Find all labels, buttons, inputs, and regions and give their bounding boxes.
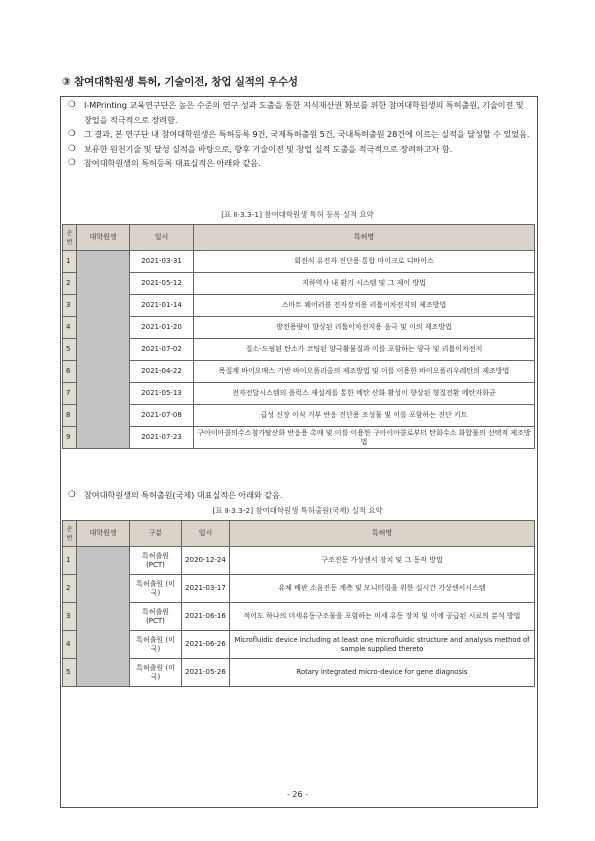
- row-title: 구조진동 가상센서 장치 및 그 동작 방법: [230, 547, 535, 575]
- table-row: [63, 317, 535, 339]
- row-type: 특허출원 (미국): [130, 575, 182, 603]
- page-number: - 26 -: [286, 790, 309, 799]
- bullet-mark-icon: ❍: [68, 100, 76, 110]
- row-no: 8: [63, 405, 77, 427]
- row-date: 2021-03-17: [182, 575, 230, 603]
- row-title: 지하역사 내 환기 시스템 및 그 제어 방법: [194, 273, 535, 295]
- bullet-item: [66, 127, 532, 142]
- bullet-item: [66, 156, 532, 171]
- col-header-student: 대학원생: [77, 225, 130, 251]
- col-header-no: 순번: [63, 225, 77, 251]
- row-no: 1: [63, 547, 77, 575]
- row-no: 3: [63, 295, 77, 317]
- row-title: Rotary integrated micro-device for gene diagnosis: [230, 659, 535, 687]
- bullet-item: [66, 142, 532, 157]
- col-header-no: 순번: [63, 521, 77, 547]
- row-no: 6: [63, 361, 77, 383]
- row-date: 2021-07-23: [130, 427, 194, 449]
- row-title: Microfluidic device including at least one microfluidic structure and analysis method of sample supplied thereto: [230, 631, 535, 659]
- bullet-mark-icon: ❍: [68, 158, 76, 168]
- row-no: 3: [63, 603, 77, 631]
- col-header-type: 구분: [130, 521, 182, 547]
- col-header-student: 대학원생: [77, 521, 130, 547]
- row-no: 1: [63, 251, 77, 273]
- row-date: 2021-06-26: [182, 631, 230, 659]
- row-date: 2021-05-12: [130, 273, 194, 295]
- col-header-date: 일시: [130, 225, 194, 251]
- table-row: [63, 273, 535, 295]
- row-no: 4: [63, 317, 77, 339]
- bullet-text: 참여대학원생의 특허등록 대표실적은 아래와 같음.: [84, 158, 261, 168]
- row-no: 5: [63, 659, 77, 687]
- row-type: 특허출원 (미국): [130, 659, 182, 687]
- table-row: [63, 427, 535, 449]
- section-title: ③ 참여대학원생 특허, 기술이전, 창업 실적의 우수성: [62, 76, 298, 88]
- bullet-mark-icon: ❍: [68, 129, 76, 139]
- row-no: 4: [63, 631, 77, 659]
- row-date: 2021-06-16: [182, 603, 230, 631]
- table-row: [63, 251, 535, 273]
- bullet-item: [66, 488, 532, 503]
- row-no: 2: [63, 575, 77, 603]
- table-row: [63, 405, 535, 427]
- bullet-text: 참여대학원생의 특허출원(국제) 대표실적은 아래와 같음.: [84, 490, 283, 500]
- patent-registration-table: [62, 224, 535, 449]
- row-date: 2021-07-08: [130, 405, 194, 427]
- student-name-redacted: [77, 251, 130, 449]
- bullet-text: 보유한 원천기술 및 달성 실적을 바탕으로, 향후 기술이전 및 창업 실적 도출을 적극적으로 장려하고자 함.: [84, 143, 453, 154]
- row-date: 2021-03-31: [130, 251, 194, 273]
- bullet-item: [66, 98, 532, 127]
- bullet-mark-icon: ❍: [68, 143, 76, 154]
- table1-caption: [표 Ⅱ-3.3-1] 참여대학원생 특허 등록 실적 요약: [221, 210, 374, 219]
- bullet-list: [66, 98, 532, 171]
- row-date: 2021-04-22: [130, 361, 194, 383]
- student-name-redacted: [77, 547, 130, 687]
- row-title: 구아이아콜의수소첨가탈산화 반응용 촉매 및 이를 이용한 구아이아콜로부터 탄화수소 화합물의 선택적 제조방법: [194, 427, 535, 449]
- row-title: 질소-도핑된 탄소가 코팅된 양극활물질과 이를 포함하는 양극 및 리튬이차전지: [194, 339, 535, 361]
- table-row: [63, 383, 535, 405]
- table2-caption: [표 Ⅱ-3.3-2] 참여대학원생 특허출원(국제) 실적 요약: [212, 506, 383, 515]
- row-title: 스마트 웨어러블 전자장치용 리튬이차전지의 제조방법: [194, 295, 535, 317]
- row-no: 2: [63, 273, 77, 295]
- bullet-mark-icon: ❍: [68, 490, 76, 500]
- col-header-date: 일시: [182, 521, 230, 547]
- row-title: 회전식 유전자 진단용 통합 마이크로 디바이스: [194, 251, 535, 273]
- col-header-title: 특허명: [230, 521, 535, 547]
- content-frame: [60, 96, 538, 808]
- row-date: 2021-01-20: [130, 317, 194, 339]
- row-title: 적어도 하나의 미세유동구조물을 포함하는 미세 유동 장치 및 이에 공급된 시료의 분석 방법: [230, 603, 535, 631]
- row-type: 특허출원 (PCT): [130, 603, 182, 631]
- intl-patent-application-table: [62, 520, 535, 687]
- row-no: 9: [63, 427, 77, 449]
- row-type: 특허출원 (PCT): [130, 547, 182, 575]
- table-row: [63, 339, 535, 361]
- table-row: [63, 295, 535, 317]
- row-date: 2021-05-13: [130, 383, 194, 405]
- row-date: 2021-01-14: [130, 295, 194, 317]
- table-row: [63, 603, 535, 631]
- table-row: [63, 659, 535, 687]
- row-date: 2020-12-24: [182, 547, 230, 575]
- table-row: [63, 631, 535, 659]
- row-date: 2021-07-02: [130, 339, 194, 361]
- table-row: [63, 547, 535, 575]
- bullet-text: I-MPrinting 교육연구단은 높은 수준의 연구 성과 도출을 통한 지식재산권 확보를 위한 참여대학원생의 특허출원, 기술이전 및 창업을 적극적으로 장려함.: [84, 100, 524, 125]
- col-header-title: 특허명: [194, 225, 535, 251]
- row-no: 5: [63, 339, 77, 361]
- row-no: 7: [63, 383, 77, 405]
- table-row: [63, 575, 535, 603]
- row-title: 급성 신장 이식 거부 반응 진단용 조성물 및 이를 포함하는 진단 키트: [194, 405, 535, 427]
- row-type: 특허출원 (미국): [130, 631, 182, 659]
- row-date: 2021-05-26: [182, 659, 230, 687]
- bullet-text: 그 결과, 본 연구단 내 참여대학원생은 특허등록 9건, 국제특허출원 5건, 국내특허출원 28건에 이르는 실적을 달성할 수 있었음.: [84, 129, 530, 139]
- row-title: 방전용량이 향상된 리튬이차전지용 음극 및 이의 제조방법: [194, 317, 535, 339]
- row-title: 목질계 바이오매스 기반 바이오폴리올의 제조방법 및 이를 이용한 바이오폴리우레탄의 제조방법: [194, 361, 535, 383]
- row-title: 전자전달시스템의 플럭스 재설계를 통한 메탄 산화 활성이 향상된 형질전환 메탄자화균: [194, 383, 535, 405]
- table-row: [63, 361, 535, 383]
- row-title: 유체 배관 소음진동 계측 및 모니터링을 위한 실시간 가상센서시스템: [230, 575, 535, 603]
- bullet-list-intl: [66, 488, 532, 503]
